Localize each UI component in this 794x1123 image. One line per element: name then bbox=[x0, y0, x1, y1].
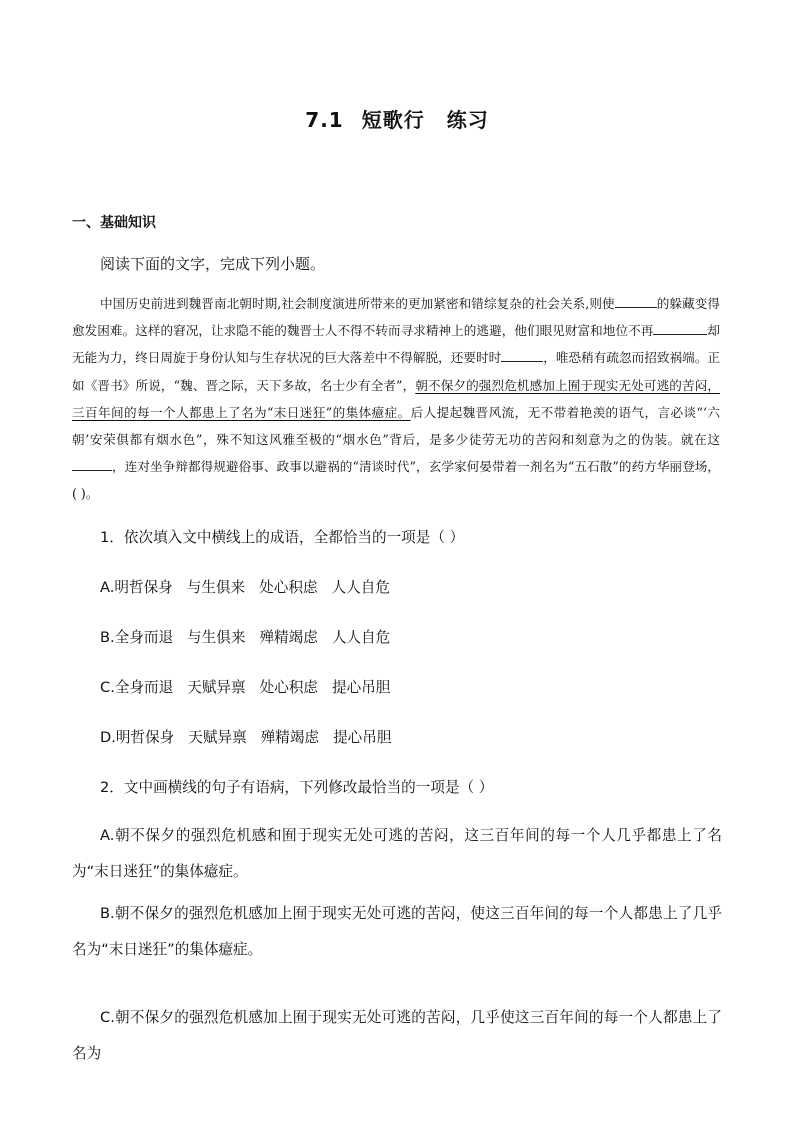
page-title bbox=[0, 104, 794, 133]
reading-passage bbox=[72, 290, 720, 508]
fill-blank-4 bbox=[72, 456, 112, 471]
title-sub: 练习 bbox=[446, 108, 489, 132]
passage-text: ，唯恐稍有疏忽而招致祸端。正如《晋书》所说，“魏、晋之际，天下多故，名士少有全者”， bbox=[72, 350, 720, 393]
question-2-option-c: C.朝不保夕的强烈危机感加上囿于现实无处可逃的苦闷，几乎使这三百年间的每一个人都患上了名为 bbox=[72, 1009, 722, 1062]
fill-blank-2 bbox=[653, 320, 707, 335]
question-1-option-b: B.全身而退 与生俱来 殚精竭虑 人人自危 bbox=[100, 629, 391, 646]
question-1-option-a: A.明哲保身 与生俱来 处心积虑 人人自危 bbox=[100, 579, 390, 596]
title-number: 7.1 bbox=[305, 108, 344, 132]
question-1-stem: 1．依次填入文中横线上的成语，全都恰当的一项是（ ） bbox=[100, 529, 465, 546]
section-heading: 一、基础知识 bbox=[72, 215, 156, 231]
fill-blank-1 bbox=[615, 293, 657, 308]
title-main: 短歌行 bbox=[361, 108, 425, 132]
underlined-sentence: 朝不保夕的强烈危机感加上囿于现实无处可逃的苦闷，三百年间的每一个人都患上了名为“末日迷狂”的集体癔症。 bbox=[72, 377, 720, 420]
passage-text: 后人提起魏晋风流，无不带着艳羡的语气，言必谈“‘六朝’安荣俱都有烟水色”，殊不知这风雅至极的“烟水色”背后，是多少徒劳无功的苦闷和刻意为之的伪装。就在这 bbox=[72, 404, 720, 448]
passage-text: 却无能为力，终日周旋于身份认知与生存状况的巨大落差中不得解脱，还要时时 bbox=[72, 323, 721, 366]
question-2-option-b: B.朝不保夕的强烈危机感加上囿于现实无处可逃的苦闷，使这三百年间的每一个人都患上了几乎名为“末日迷狂”的集体癔症。 bbox=[72, 905, 722, 958]
question-1-option-d: D.明哲保身 天赋异禀 殚精竭虑 提心吊胆 bbox=[100, 729, 392, 746]
question-2-option-a: A.朝不保夕的强烈危机感和囿于现实无处可逃的苦闷，这三百年间的每一个人几乎都患上了名为“末日迷狂”的集体癔症。 bbox=[72, 827, 722, 880]
passage-text: 的躲藏变得愈发困难。这样的窘况，让求隐不能的魏晋士人不得不转而寻求精神上的逃避，他们眼见财富和地位不再 bbox=[72, 296, 721, 339]
passage-text: 中国历史前进到魏晋南北朝时期,社会制度演进所带来的更加紧密和错综复杂的社会关系,则使 bbox=[100, 296, 615, 311]
question-2-stem: 2．文中画横线的句子有语病，下列修改最恰当的一项是（ ） bbox=[100, 779, 494, 796]
passage-text: ，连对坐争辩都得规避俗事、政事以避祸的“清谈时代”，玄学家何晏带着一剂名为“五石散”的药方华丽登场，( )。 bbox=[72, 459, 720, 502]
question-1-option-c: C.全身而退 天赋异禀 处心积虑 提心吊胆 bbox=[100, 679, 391, 696]
fill-blank-3 bbox=[501, 347, 543, 362]
reading-instruction: 阅读下面的文字，完成下列小题。 bbox=[100, 255, 326, 273]
